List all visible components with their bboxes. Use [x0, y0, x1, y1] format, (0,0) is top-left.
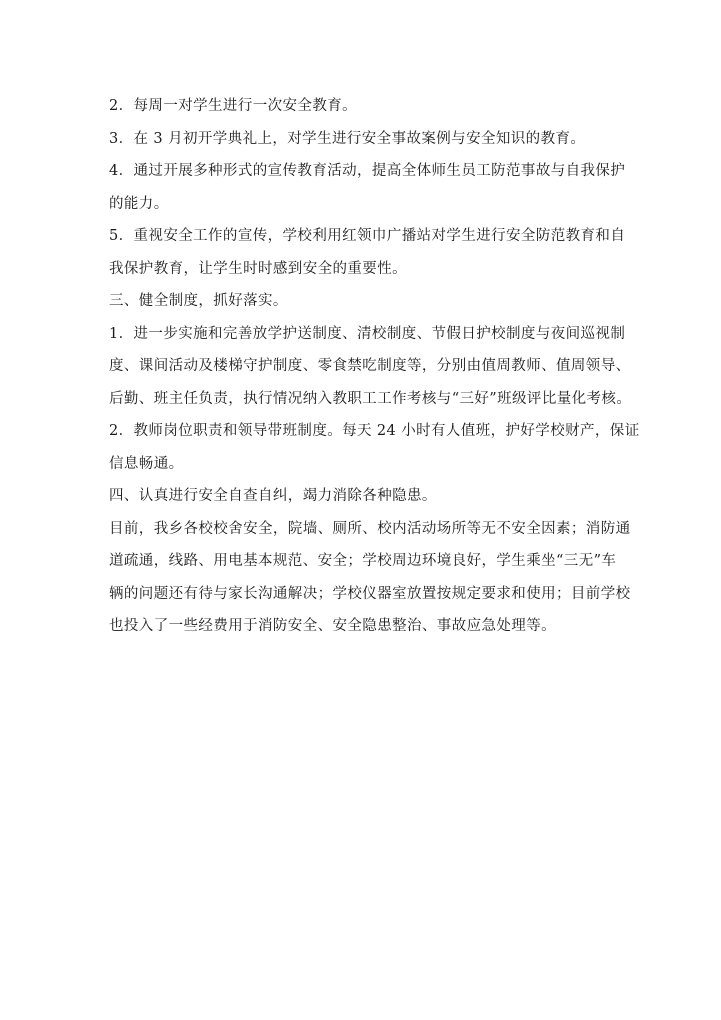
text-line: 度、课间活动及楼梯守护制度、零食禁吃制度等，分别由值周教师、值周领导、 — [109, 358, 631, 374]
paragraph-item-2-weekly — [109, 90, 615, 123]
text-line: 辆的问题还有待与家长沟通解决；学校仪器室放置按规定要求和使用；目前学校 — [109, 585, 631, 602]
text-line: 也投入了一些经费用于消防安全、安全隐患整治、事故应急处理等。 — [109, 618, 556, 634]
text-line: 目前，我乡各校校舍安全，院墙、厕所、校内活动场所等无不安全因素；消防通 — [109, 520, 631, 537]
document-body — [109, 90, 640, 643]
paragraph-item-1-systems — [109, 318, 632, 416]
section-heading-3 — [109, 285, 615, 318]
paragraph-item-4-activities — [109, 155, 626, 220]
paragraph-item-2-duty — [109, 415, 640, 480]
text-line: 道疏通，线路、用电基本规范、安全；学校周边环境良好，学生乘坐“三无”车 — [109, 553, 617, 569]
text-line: 四、认真进行安全自查自纠，竭力消除各种隐患。 — [109, 488, 437, 504]
text-line: 信息畅通。 — [109, 455, 184, 472]
text-line: 2．教师岗位职责和领导带班制度。每天 24 小时有人值班，护好学校财产，保证 — [109, 423, 640, 439]
paragraph-item-3-ceremony — [109, 123, 615, 156]
paragraph-current-status — [109, 513, 631, 643]
text-line: 我保护教育，让学生时时感到安全的重要性。 — [109, 260, 407, 277]
text-line: 2．每周一对学生进行一次安全教育。 — [109, 98, 358, 114]
section-heading-4 — [109, 480, 615, 513]
text-line: 后勤、班主任负责，执行情况纳入教职工工作考核与“三好”班级评比量化考核。 — [109, 390, 632, 407]
text-line: 三、健全制度，抓好落实。 — [109, 293, 288, 309]
text-line: 1．进一步实施和完善放学护送制度、清校制度、节假日护校制度与夜间巡视制 — [109, 325, 626, 342]
text-line: 4．通过开展多种形式的宣传教育活动，提高全体师生员工防范事故与自我保护 — [109, 163, 626, 179]
text-line: 的能力。 — [109, 195, 169, 212]
text-line: 3．在 3 月初开学典礼上，对学生进行安全事故案例与安全知识的教育。 — [109, 130, 586, 147]
paragraph-item-5-publicity — [109, 220, 626, 285]
text-line: 5．重视安全工作的宣传，学校利用红领巾广播站对学生进行安全防范教育和自 — [109, 228, 626, 244]
